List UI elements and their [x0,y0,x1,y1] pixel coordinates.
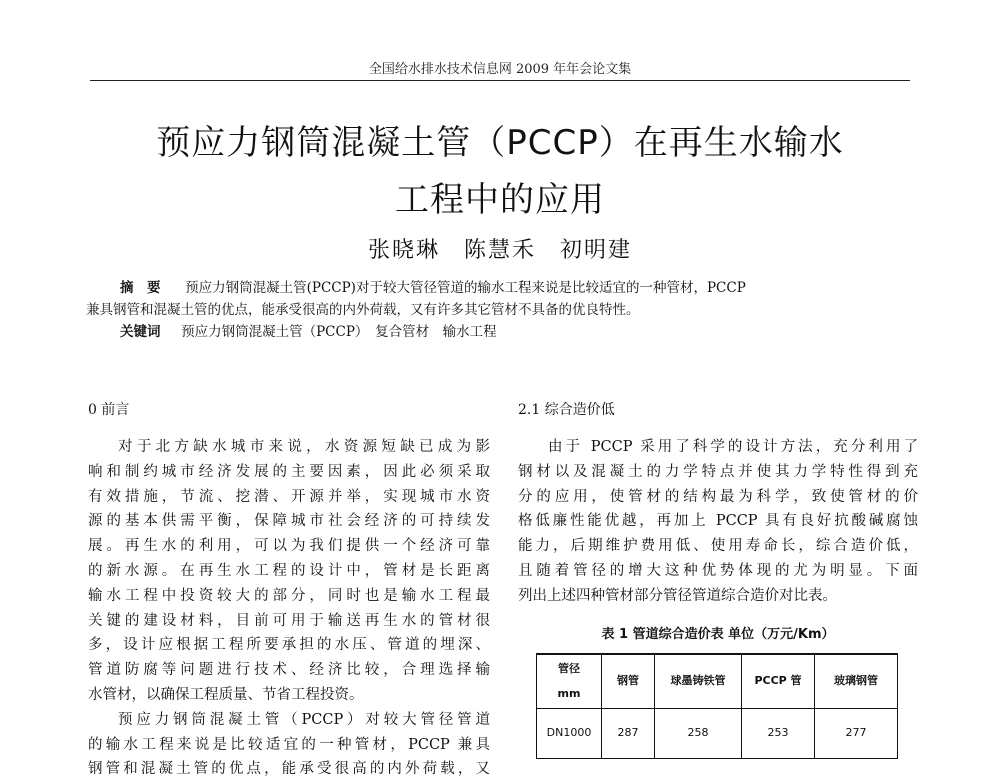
abstract-text: 预应力钢筒混凝土管(PCCP)对于较大管径管道的输水工程来说是比较适宜的一种管材，PCCP [185,280,746,296]
text-line: 的输水工程来说是比较适宜的一种管材，PCCP 兼具 [88,736,490,753]
abstract-line: 兼具钢管和混凝土管的优点，能承受很高的内外荷载，又有许多其它管材不具备的优良特性。 [86,302,640,318]
table-cell: 277 [815,708,898,758]
text-line: 输水工程中投资较大的部分，同时也是输水工程最 [88,587,490,604]
header-cell-steel: 钢管 [602,654,655,708]
text-line: 且随着管径的增大这种优势体现的尤为明显。下面 [518,562,918,579]
text-line: 水管材，以确保工程质量、节省工程投资。 [88,686,364,703]
text-line: 的新水源。在再生水工程的设计中，管材是长距离 [88,562,490,579]
table-row [537,708,898,758]
text-line: 预应力钢筒混凝土管（PCCP）对较大管径管道 [118,711,490,728]
header-rule [90,80,910,81]
paper-title-line-1: 预应力钢筒混凝土管（PCCP）在再生水输水 [156,123,844,163]
text-line: 分的应用，使管材的结构最为科学，致使管材的价 [518,488,918,505]
section-heading: 2.1 综合造价低 [518,402,615,418]
table-header-row [537,654,898,708]
text-line: 列出上述四种管材部分管径管道综合造价对比表。 [518,587,837,604]
abstract-line [86,277,920,299]
table-cell: 287 [602,708,655,758]
keywords-text: 预应力钢筒混凝土管（PCCP） 复合管材 输水工程 [181,324,497,340]
text-line: 多，设计应根据工程所要承担的水压、管道的埋深、 [88,637,490,654]
table-cell: 253 [742,708,815,758]
text-line: 响和制约城市经济发展的主要因素，因此必须采取 [88,463,490,480]
text-line: 关键的建设材料，目前可用于输送再生水的管材很 [88,612,490,629]
text-line: 格低廉性能优越，再加上 PCCP 具有良好抗酸碱腐蚀 [518,513,918,530]
left-column [88,398,490,782]
table-cell: 258 [655,708,742,758]
paragraph [88,435,490,708]
text-line: 能力，后期维护费用低、使用寿命长，综合造价低， [518,538,918,555]
text-line: 展。再生水的利用，可以为我们提供一个经济可靠 [88,538,490,555]
right-column [518,398,918,759]
paragraph [88,708,490,782]
header-cell-diameter [537,654,602,708]
keywords-label: 关键词 [120,324,161,340]
section-heading: 0 前言 [88,402,130,418]
text-line: 钢管和混凝土管的优点，能承受很高的内外荷载，又 [88,761,490,778]
header-cell-line: 管径 [558,661,580,675]
abstract-label: 摘 要 [120,280,161,296]
table-caption: 表 1 管道综合造价表 单位（万元/Km） [601,626,835,642]
text-line: 对于北方缺水城市来说，水资源短缺已成为影 [118,439,490,455]
author-list: 张晓琳 陈慧禾 初明建 [367,238,632,263]
abstract-block [86,277,920,343]
header-cell-unit: mm [557,686,581,700]
text-line: 由于 PCCP 采用了科学的设计方法，充分利用了 [548,439,918,455]
table-cell: DN1000 [537,708,602,758]
cost-table [536,653,898,759]
text-line: 钢材以及混凝土的力学特点并使其力学特性得到充 [518,463,918,480]
running-header: 全国给水排水技术信息网 2009 年年会论文集 [368,62,632,77]
paragraph [518,435,918,609]
header-cell-ductile-iron: 球墨铸铁管 [655,654,742,708]
paper-title-line-2: 工程中的应用 [395,180,605,220]
text-line: 有效措施，节流、挖潜、开源并举，实现城市水资 [88,488,490,505]
text-line: 管道防腐等问题进行技术、经济比较，合理选择输 [88,662,490,679]
header-cell-grp: 玻璃钢管 [815,654,898,708]
header-cell-pccp: PCCP 管 [742,654,815,708]
text-line: 源的基本供需平衡，保障城市社会经济的可持续发 [88,513,490,530]
keywords-line [86,321,920,343]
